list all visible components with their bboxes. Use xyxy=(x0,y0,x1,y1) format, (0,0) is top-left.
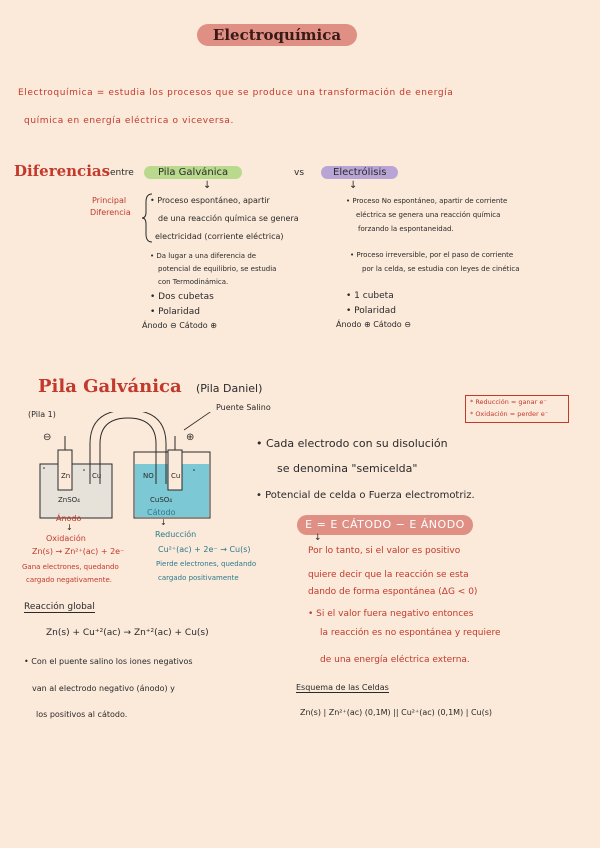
vs-label: vs xyxy=(294,168,305,178)
global-heading: Reacción global xyxy=(24,602,95,612)
catodo-note: cargado positivamente xyxy=(158,574,239,582)
puente-text: los positivos al cátodo. xyxy=(36,710,128,719)
no-label: NO xyxy=(143,472,154,480)
entre-label: entre xyxy=(110,168,134,178)
plus-icon: ⊕ xyxy=(186,432,195,443)
left-item: electricidad (corriente eléctrica) xyxy=(155,232,284,241)
legend-oxidacion: * Oxidación = perder e⁻ xyxy=(470,410,549,418)
equation-pill: E = E CÁTODO − E ÁNODO xyxy=(297,515,473,535)
zn-electrode-label: Zn xyxy=(61,472,71,480)
page-title: Electroquímica xyxy=(197,24,357,46)
right-item: eléctrica se genera una reacción química xyxy=(356,211,501,219)
right-item: forzando la espontaneidad. xyxy=(358,225,454,233)
catodo-label: Cátodo xyxy=(147,508,176,517)
catodo-reaction: Cu²⁺(ac) + 2e⁻ → Cu(s) xyxy=(158,545,251,554)
right-item: • 1 cubeta xyxy=(346,291,394,301)
intro-line-1: Electroquímica = estudia los procesos que se produce una transformación de energía xyxy=(18,88,454,98)
cuso4-label: CuSO₄ xyxy=(150,496,173,504)
puente-text: • Con el puente salino los iones negativos xyxy=(24,657,193,666)
conclusion-line: • Si el valor fuera negativo entonces xyxy=(308,609,474,619)
intro-line-2: química en energía eléctrica o viceversa. xyxy=(24,116,235,126)
puente-text: van al electrodo negativo (ánodo) y xyxy=(32,684,175,693)
anodo-reaction: Zn(s) → Zn²⁺(ac) + 2e⁻ xyxy=(32,547,125,556)
galvanic-cell-diagram xyxy=(34,412,224,522)
galvanic-heading: Pila Galvánica xyxy=(38,376,182,397)
cu-right-label: Cu xyxy=(171,472,181,480)
legend-reduccion: * Reducción = ganar e⁻ xyxy=(470,398,547,406)
anodo-note: Gana electrones, quedando xyxy=(22,563,119,571)
minus-icon: ⊖ xyxy=(43,432,52,443)
conclusion-line: la reacción es no espontánea y requiere xyxy=(320,628,501,638)
reduccion-label: Reducción xyxy=(155,530,197,539)
right-item: • Polaridad xyxy=(346,306,396,316)
znso4-label: ZnSO₄ xyxy=(58,496,80,504)
left-item: con Termodinámica. xyxy=(158,278,229,286)
left-item: de una reacción química se genera xyxy=(158,214,299,223)
esquema-heading: Esquema de las Celdas xyxy=(296,683,389,692)
electrolisis-pill: Electrólisis xyxy=(321,166,398,179)
differences-heading: Diferencias xyxy=(14,162,111,180)
legend-box xyxy=(465,395,569,423)
arrow-down-icon: ↓ xyxy=(203,180,212,191)
left-item: • Da lugar a una diferencia de xyxy=(150,252,257,260)
right-item: • Proceso No espontáneo, apartir de corriente xyxy=(346,197,508,205)
right-item: por la celda, se estudia con leyes de cinética xyxy=(362,265,520,273)
anodo-note: cargado negativamente. xyxy=(26,576,113,584)
conclusion-line: dando de forma espontánea (ΔG < 0) xyxy=(308,587,478,597)
catodo-note: Pierde electrones, quedando xyxy=(156,560,257,568)
cu-left-label: Cu xyxy=(92,472,102,480)
left-item: • Polaridad xyxy=(150,307,200,317)
oxidacion-label: Oxidación xyxy=(46,534,86,543)
anodo-label: Ánodo xyxy=(56,514,82,523)
bullet-semicelda: • Cada electrodo con su disolución xyxy=(256,437,448,450)
conclusion-line: Por lo tanto, si el valor es positivo xyxy=(308,546,461,556)
bullet-potencial: • Potencial de celda o Fuerza electromotriz. xyxy=(256,490,475,501)
left-polarity: Ánodo ⊖ Cátodo ⊕ xyxy=(142,321,217,330)
pila-label: (Pila 1) xyxy=(28,410,56,419)
conclusion-line: quiere decir que la reacción se esta xyxy=(308,570,469,580)
bullet-semicelda-2: se denomina "semicelda" xyxy=(277,462,418,475)
arrow-down-icon: ↓ xyxy=(160,518,167,527)
principal-label: Principal xyxy=(92,196,127,205)
arrow-down-icon: ↓ xyxy=(314,533,322,543)
arrow-down-icon: ↓ xyxy=(66,523,73,532)
galvanica-pill: Pila Galvánica xyxy=(144,166,242,179)
left-item: • Dos cubetas xyxy=(150,292,214,302)
puente-label: Puente Salino xyxy=(216,403,271,412)
galvanic-subheading: (Pila Daniel) xyxy=(196,382,263,395)
left-item: potencial de equilibrio, se estudia xyxy=(158,265,277,273)
left-item: • Proceso espontáneo, apartir xyxy=(150,196,270,205)
diferencia-label: Diferencia xyxy=(90,208,131,217)
arrow-down-icon: ↓ xyxy=(349,180,358,191)
global-reaction: Zn(s) + Cu⁺²(ac) → Zn⁺²(ac) + Cu(s) xyxy=(46,628,209,638)
right-polarity: Ánodo ⊕ Cátodo ⊖ xyxy=(336,320,411,329)
conclusion-line: de una energía eléctrica externa. xyxy=(320,655,470,665)
esquema-notation: Zn(s) | Zn²⁺(ac) (0,1M) || Cu²⁺(ac) (0,1M) | Cu(s) xyxy=(300,708,493,717)
right-item: • Proceso irreversible, por el paso de corriente xyxy=(350,251,514,259)
